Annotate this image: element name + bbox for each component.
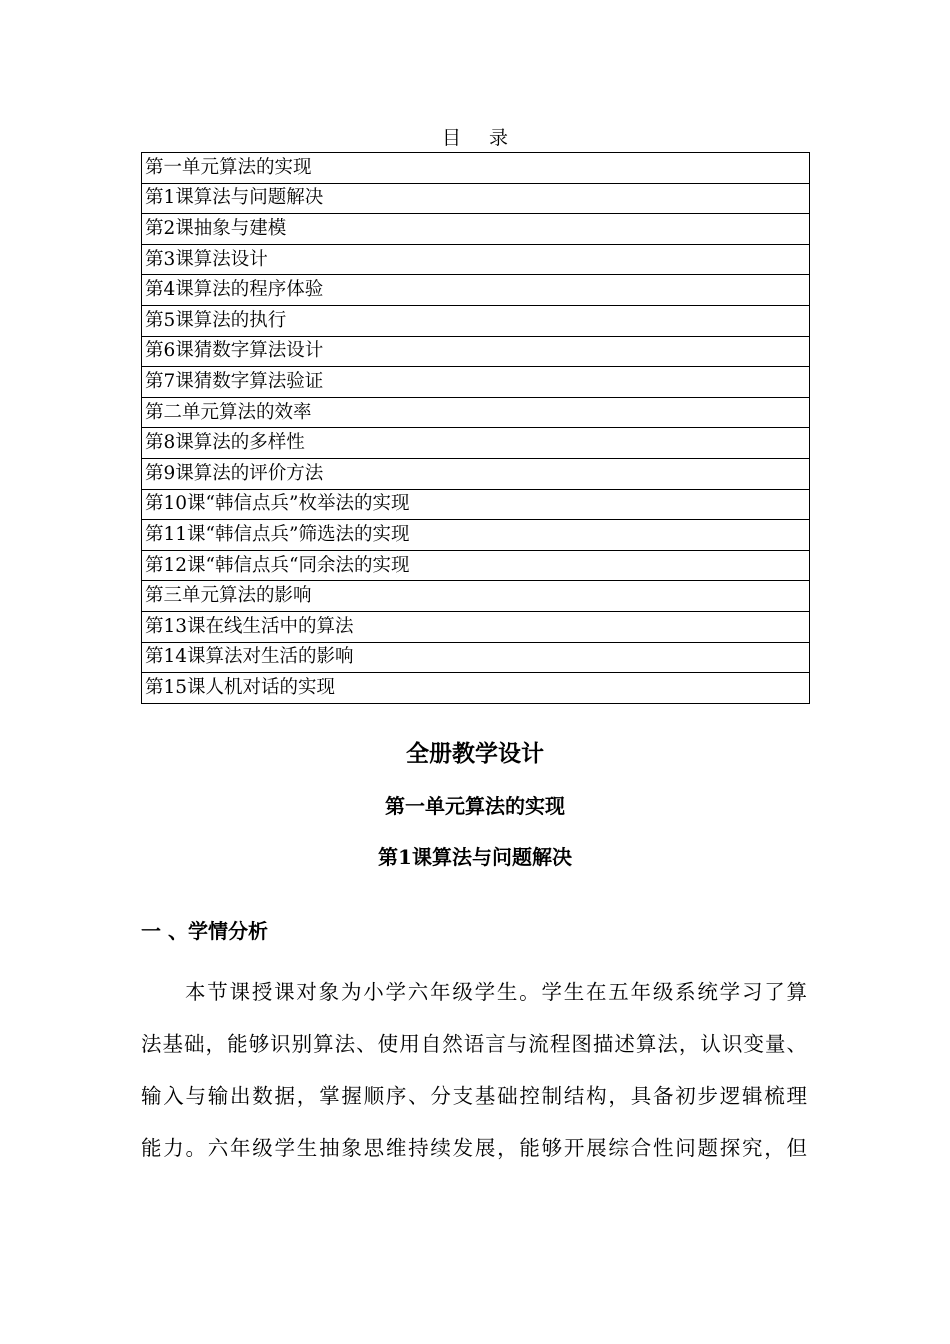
- toc-item[interactable]: 第3课算法设计: [142, 244, 810, 275]
- paragraph-line: 输入与输出数据，掌握顺序、分支基础控制结构，具备初步逻辑梳理: [141, 1084, 807, 1108]
- toc-item[interactable]: 第14课算法对生活的影响: [142, 642, 810, 673]
- toc-row: [142, 153, 810, 184]
- toc-item[interactable]: 第4课算法的程序体验: [142, 275, 810, 306]
- toc-row: [142, 305, 810, 336]
- toc-item[interactable]: 第11课“韩信点兵”筛选法的实现: [142, 520, 810, 551]
- toc-table: [141, 152, 810, 704]
- section-heading: 一 、学情分析: [141, 919, 268, 943]
- toc-row: [142, 550, 810, 581]
- toc-item[interactable]: 第2课抽象与建模: [142, 214, 810, 245]
- toc-row: [142, 397, 810, 428]
- toc-row: [142, 673, 810, 704]
- toc-row: [142, 214, 810, 245]
- toc-row: [142, 183, 810, 214]
- toc-row: [142, 611, 810, 642]
- paragraph-line: 法基础，能够识别算法、使用自然语言与流程图描述算法，认识变量、: [141, 1032, 807, 1056]
- toc-item[interactable]: 第7课猜数字算法验证: [142, 367, 810, 398]
- toc-row: [142, 367, 810, 398]
- toc-row: [142, 244, 810, 275]
- toc-item[interactable]: 第6课猜数字算法设计: [142, 336, 810, 367]
- paragraph-line: 能力。六年级学生抽象思维持续发展，能够开展综合性问题探究，但: [141, 1136, 807, 1160]
- toc-title: [0, 126, 950, 150]
- toc-item[interactable]: 第15课人机对话的实现: [142, 673, 810, 704]
- unit-title: 第一单元算法的实现: [385, 794, 565, 818]
- toc-item[interactable]: 第一单元算法的实现: [142, 153, 810, 184]
- toc-item[interactable]: 第10课“韩信点兵”枚举法的实现: [142, 489, 810, 520]
- toc-item[interactable]: 第二单元算法的效率: [142, 397, 810, 428]
- toc-row: [142, 642, 810, 673]
- toc-item[interactable]: 第12课“韩信点兵“同余法的实现: [142, 550, 810, 581]
- toc-row: [142, 581, 810, 612]
- toc-row: [142, 458, 810, 489]
- toc-row: [142, 275, 810, 306]
- main-title: 全册教学设计: [406, 740, 544, 767]
- toc-row: [142, 489, 810, 520]
- toc-item[interactable]: 第1课算法与问题解决: [142, 183, 810, 214]
- toc-title-char-1: 目: [441, 127, 461, 149]
- toc-row: [142, 520, 810, 551]
- toc-row: [142, 336, 810, 367]
- toc-row: [142, 428, 810, 459]
- lesson-title: 第1课算法与问题解决: [378, 845, 572, 869]
- body-paragraph: [141, 972, 807, 1180]
- toc-item[interactable]: 第5课算法的执行: [142, 305, 810, 336]
- toc-item[interactable]: 第9课算法的评价方法: [142, 458, 810, 489]
- toc-item[interactable]: 第8课算法的多样性: [142, 428, 810, 459]
- toc-title-char-2: 录: [489, 127, 509, 149]
- paragraph-line: 本节课授课对象为小学六年级学生。学生在五年级系统学习了算: [185, 980, 807, 1004]
- toc-item[interactable]: 第三单元算法的影响: [142, 581, 810, 612]
- toc-item[interactable]: 第13课在线生活中的算法: [142, 611, 810, 642]
